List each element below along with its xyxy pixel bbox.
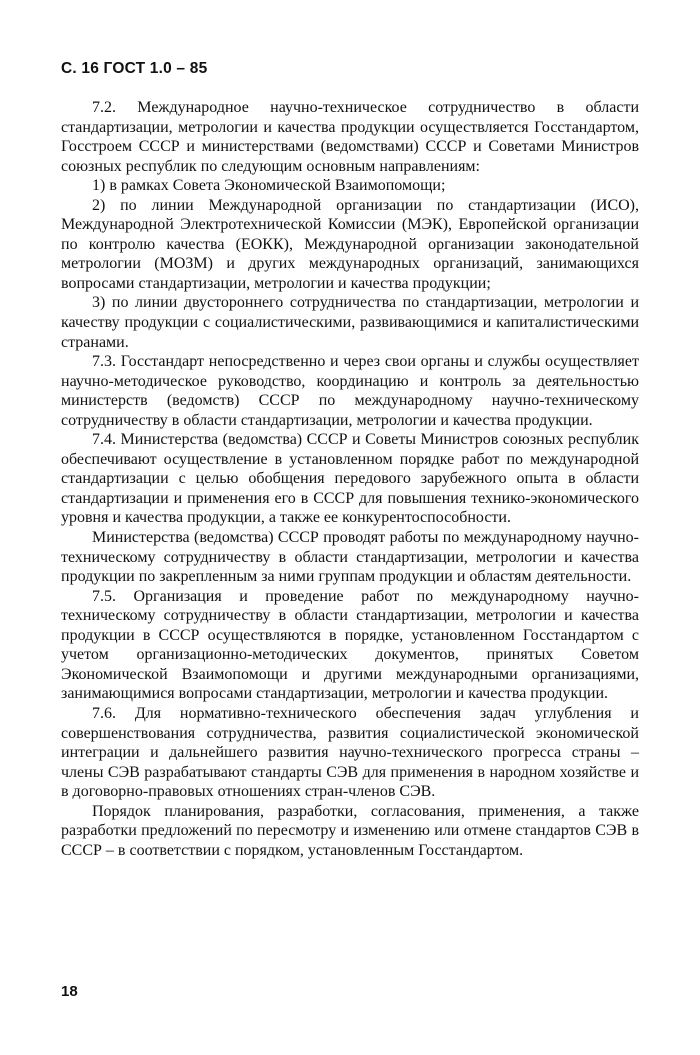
paragraph-7-6: 7.6. Для нормативно-технического обеспечения задач углубления и совершенствования сотрудничества, развития социалистической экономической интеграции и дальнейшего развития научно-технического прогресса страны – члены СЭВ разрабатывают стандарты СЭВ для применения в народном хозяйстве и в договорно-правовых отношениях стран-членов СЭВ.: [61, 704, 639, 801]
page-number: 18: [61, 983, 78, 1000]
list-item-1: 1) в рамках Совета Экономической Взаимопомощи;: [92, 177, 446, 195]
paragraph-7-4-continued: Министерства (ведомства) СССР проводят работы по международному научно-техническому сотрудничеству в области стандартизации, метрологии и качества продукции по закрепленным за ними группам продукции и областям деятельности.: [61, 529, 639, 586]
paragraph-7-3: 7.3. Госстандарт непосредственно и через свои органы и службы осуществляет научно-методическое руководство, координацию и контроль за деятельностью министерств (ведомств) СССР по международному научно-техническому сотрудничеству в области стандартизации, метрологии и качества продукции.: [61, 353, 639, 429]
paragraph-7-6-continued: Порядок планирования, разработки, согласования, применения, а также разработки предложений по пересмотру и изменению или отмене стандартов СЭВ в СССР – в соответствии с порядком, установленным Госстандартом.: [61, 802, 639, 859]
paragraph-7-2: 7.2. Международное научно-техническое сотрудничество в области стандартизации, метрологии и качества продукции осуществляется Госстандартом, Госстроем СССР и министерствами (ведомствами) СССР и Советами Министров союзных республик по следующим основным направлениям:: [61, 99, 639, 175]
paragraph-7-5: 7.5. Организация и проведение работ по международному научно-техническому сотрудничеству в области стандартизации, метрологии и качества продукции в СССР осуществляются в порядке, установленном Госстандартом с учетом организационно-методических документов, принятых Советом Экономической Взаимопомощи и другими международными организациями, занимающимися вопросами стандартизации, метрологии и качества продукции.: [61, 587, 639, 703]
running-header: С. 16 ГОСТ 1.0 – 85: [61, 60, 208, 77]
list-item-2: 2) по линии Международной организации по стандартизации (ИСО), Международной Электротехнической Комиссии (МЭК), Европейской организации по контролю качества (ЕОКК), Международной организации законодательной метрологии (МОЗМ) и других международных организаций, занимающихся вопросами стандартизации, метрологии и качества продукции;: [61, 196, 639, 292]
list-item-3: 3) по линии двустороннего сотрудничества по стандартизации, метрологии и качеству продукции с социалистическими, развивающимися и капиталистическими странами.: [61, 294, 639, 351]
body-text: [61, 98, 639, 860]
paragraph-7-4: 7.4. Министерства (ведомства) СССР и Советы Министров союзных республик обеспечивают осуществление в установленном порядке работ по международной стандартизации с целью обобщения передового зарубежного опыта в области стандартизации и применения его в СССР для повышения технико-экономического уровня и качества продукции, а также ее конкурентоспособности.: [61, 431, 639, 527]
